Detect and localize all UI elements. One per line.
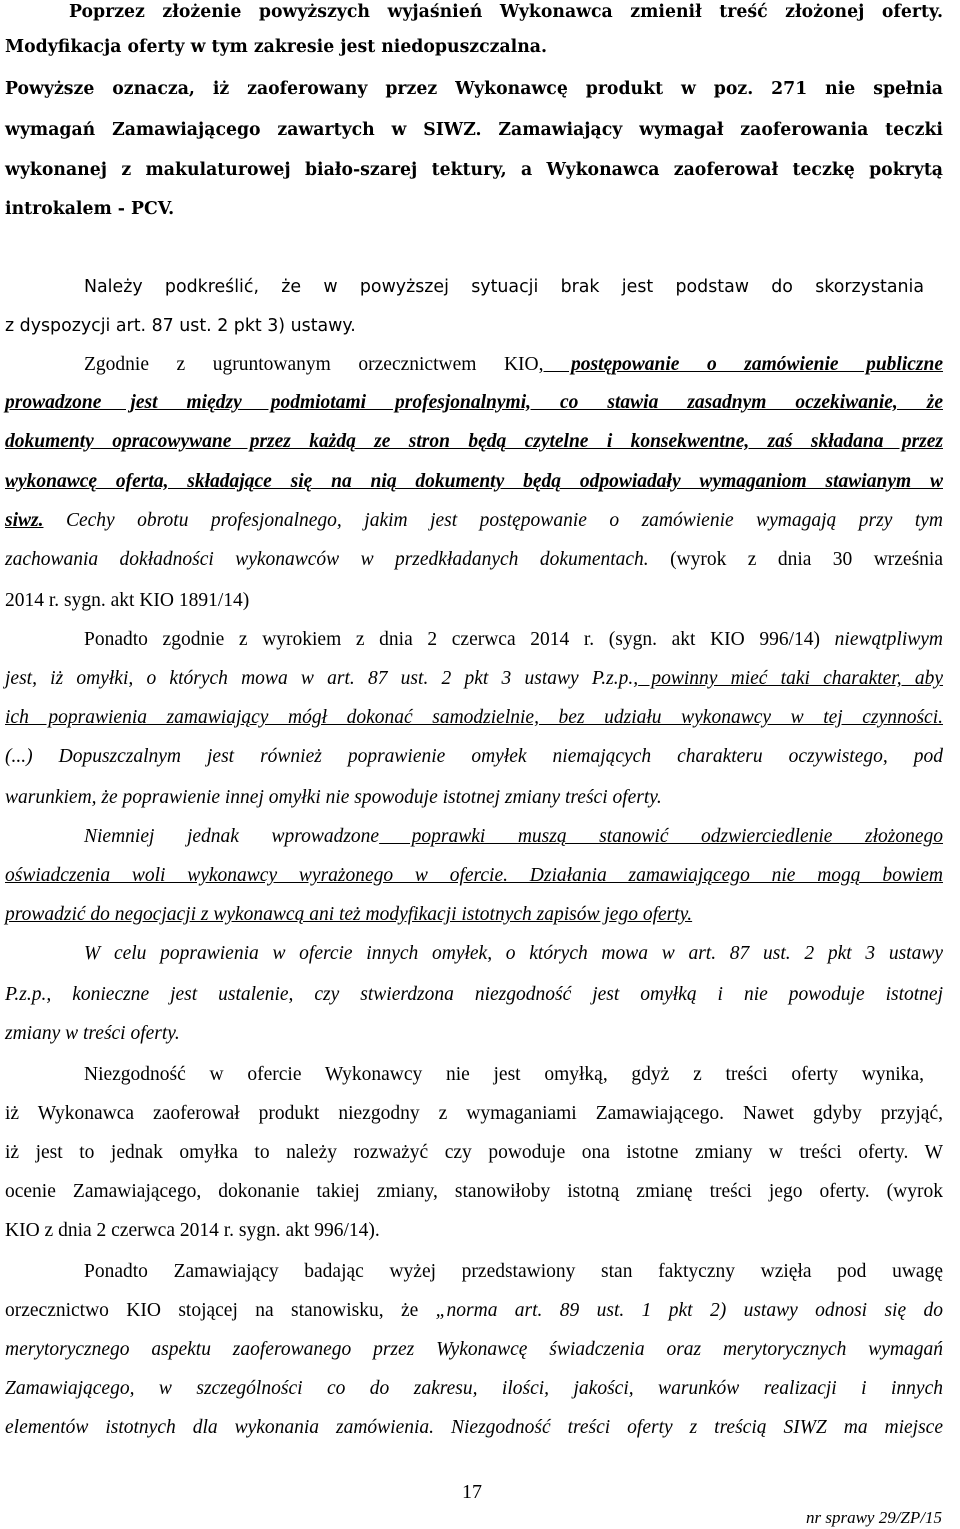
body-line-8: [5, 548, 943, 572]
page-number: 17: [462, 1481, 482, 1503]
body-line-18: W celu poprawienia w ofercie innych omyłek, o których mowa w art. 87 ust. 2 pkt 3 ustawy: [84, 943, 943, 964]
bold-line-5: wykonanej z makulaturowej biało-szarej tektury, a Wykonawca zaoferował teczkę pokrytą: [5, 160, 943, 180]
body-line-25: KIO z dnia 2 czerwca 2014 r. sygn. akt 996/14).: [5, 1220, 380, 1241]
body-line-1: Należy podkreślić, że w powyższej sytuacji brak jest podstaw do skorzystania: [84, 277, 924, 297]
body-line-15: [84, 825, 943, 849]
body-line-7: [5, 509, 943, 533]
body-line-15-text: Niemniej jednak wprowadzone: [84, 826, 380, 847]
body-line-2: z dyspozycji art. 87 ust. 2 pkt 3) ustawy.: [5, 316, 356, 336]
body-line-10-emph: niewątpliwym: [820, 629, 944, 650]
body-line-27-text: orzecznictwo KIO stojącej na stanowisku, że: [5, 1300, 419, 1321]
body-line-8-text: zachowania dokładności wykonawców w przedkładanych dokumentach.: [5, 549, 649, 570]
body-line-28: merytorycznego aspektu zaoferowanego przez Wykonawcę świadczenia oraz merytorycznych wymagań: [5, 1339, 943, 1360]
body-line-30: elementów istotnych dla wykonania zamówienia. Niezgodność treści oferty z treścią SIWZ ma miejsce: [5, 1417, 943, 1438]
body-line-19: P.z.p., konieczne jest ustalenie, czy stwierdzona niezgodność jest omyłką i nie powoduje istotnej: [5, 984, 943, 1005]
bold-line-4: wymagań Zamawiającego zawartych w SIWZ. Zamawiający wymagał zaoferowania teczki: [5, 120, 943, 140]
body-line-23: iż jest to jednak omyłka to należy rozważyć czy powoduje ona istotne zmiany w treści oferty. W: [5, 1142, 943, 1163]
body-line-9: 2014 r. sygn. akt KIO 1891/14): [5, 590, 250, 611]
body-line-27: [5, 1299, 943, 1323]
body-line-12: ich poprawienia zamawiający mógł dokonać samodzielnie, bez udziału wykonawcy w tej czynności.: [5, 707, 943, 728]
body-line-15-emph: poprawki muszą stanowić odzwierciedlenie złożonego: [379, 826, 943, 847]
body-line-3-text: Zgodnie z ugruntowanym orzecznictwem KIO,: [84, 354, 544, 375]
body-line-3: [84, 353, 943, 377]
body-line-29: Zamawiającego, w szczególności co do zakresu, ilości, jakości, warunków realizacji i innych: [5, 1378, 943, 1399]
bold-line-1: Poprzez złożenie powyższych wyjaśnień Wykonawca zmienił treść złożonej oferty.: [69, 2, 943, 22]
body-line-7-text: Cechy obrotu profesjonalnego, jakim jest postępowanie o zamówienie wymagają przy tym: [43, 510, 943, 531]
body-line-27-emph: „norma art. 89 ust. 1 pkt 2) ustawy odnosi się do: [418, 1300, 943, 1321]
body-line-10-text: Ponadto zgodnie z wyrokiem z dnia 2 czerwca 2014 r. (sygn. akt KIO 996/14): [84, 629, 821, 650]
bold-line-2: Modyfikacja oferty w tym zakresie jest niedopuszczalna.: [5, 37, 547, 57]
body-line-6: wykonawcę oferta, składające się na nią dokumenty będą odpowiadały wymaganiom stawianym w: [5, 471, 943, 492]
case-reference: nr sprawy 29/ZP/15: [805, 1508, 942, 1527]
body-line-7-emph: siwz.: [5, 510, 44, 531]
body-line-4: prowadzone jest między podmiotami profesjonalnymi, co stawia zasadnym oczekiwanie, że: [5, 392, 943, 413]
bold-line-6: introkalem - PCV.: [5, 199, 175, 219]
body-line-11-text: jest, iż omyłki, o których mowa w art. 87 ust. 2 pkt 3 ustawy P.z.p.,: [5, 668, 639, 689]
body-line-5: dokumenty opracowywane przez każdą ze stron będą czytelne i konsekwentne, zaś składana przez: [5, 431, 943, 452]
body-line-14: warunkiem, że poprawienie innej omyłki nie spowoduje istotnej zmiany treści oferty.: [5, 787, 662, 808]
body-line-22: iż Wykonawca zaoferował produkt niezgodny z wymaganiami Zamawiającego. Nawet gdyby przyjąć,: [5, 1103, 943, 1124]
body-line-20: zmiany w treści oferty.: [5, 1023, 180, 1044]
body-line-11: [5, 667, 943, 691]
body-line-8-cite: (wyrok z dnia 30 września: [648, 549, 943, 570]
body-line-26: Ponadto Zamawiający badając wyżej przedstawiony stan faktyczny wzięła pod uwagę: [84, 1261, 943, 1282]
bold-line-3: Powyższe oznacza, iż zaoferowany przez Wykonawcę produkt w poz. 271 nie spełnia: [5, 79, 943, 99]
body-line-13: (...) Dopuszczalnym jest również poprawienie omyłek niemających charakteru oczywistego, pod: [5, 746, 943, 767]
body-line-16: oświadczenia woli wykonawcy wyrażonego w ofercie. Działania zamawiającego nie mogą bowiem: [5, 865, 943, 886]
body-line-11-emph: powinny mieć taki charakter, aby: [638, 668, 944, 689]
body-line-3-emph: postępowanie o zamówienie publiczne: [543, 354, 944, 375]
body-line-17: prowadzić do negocjacji z wykonawcą ani też modyfikacji istotnych zapisów jego oferty.: [5, 904, 693, 925]
body-line-10: [84, 628, 943, 652]
body-line-21: Niezgodność w ofercie Wykonawcy nie jest omyłką, gdyż z treści oferty wynika,: [84, 1064, 924, 1085]
body-line-24: ocenie Zamawiającego, dokonanie takiej zmiany, stanowiłoby istotną zmianę treści jego oferty. (wyrok: [5, 1181, 943, 1202]
